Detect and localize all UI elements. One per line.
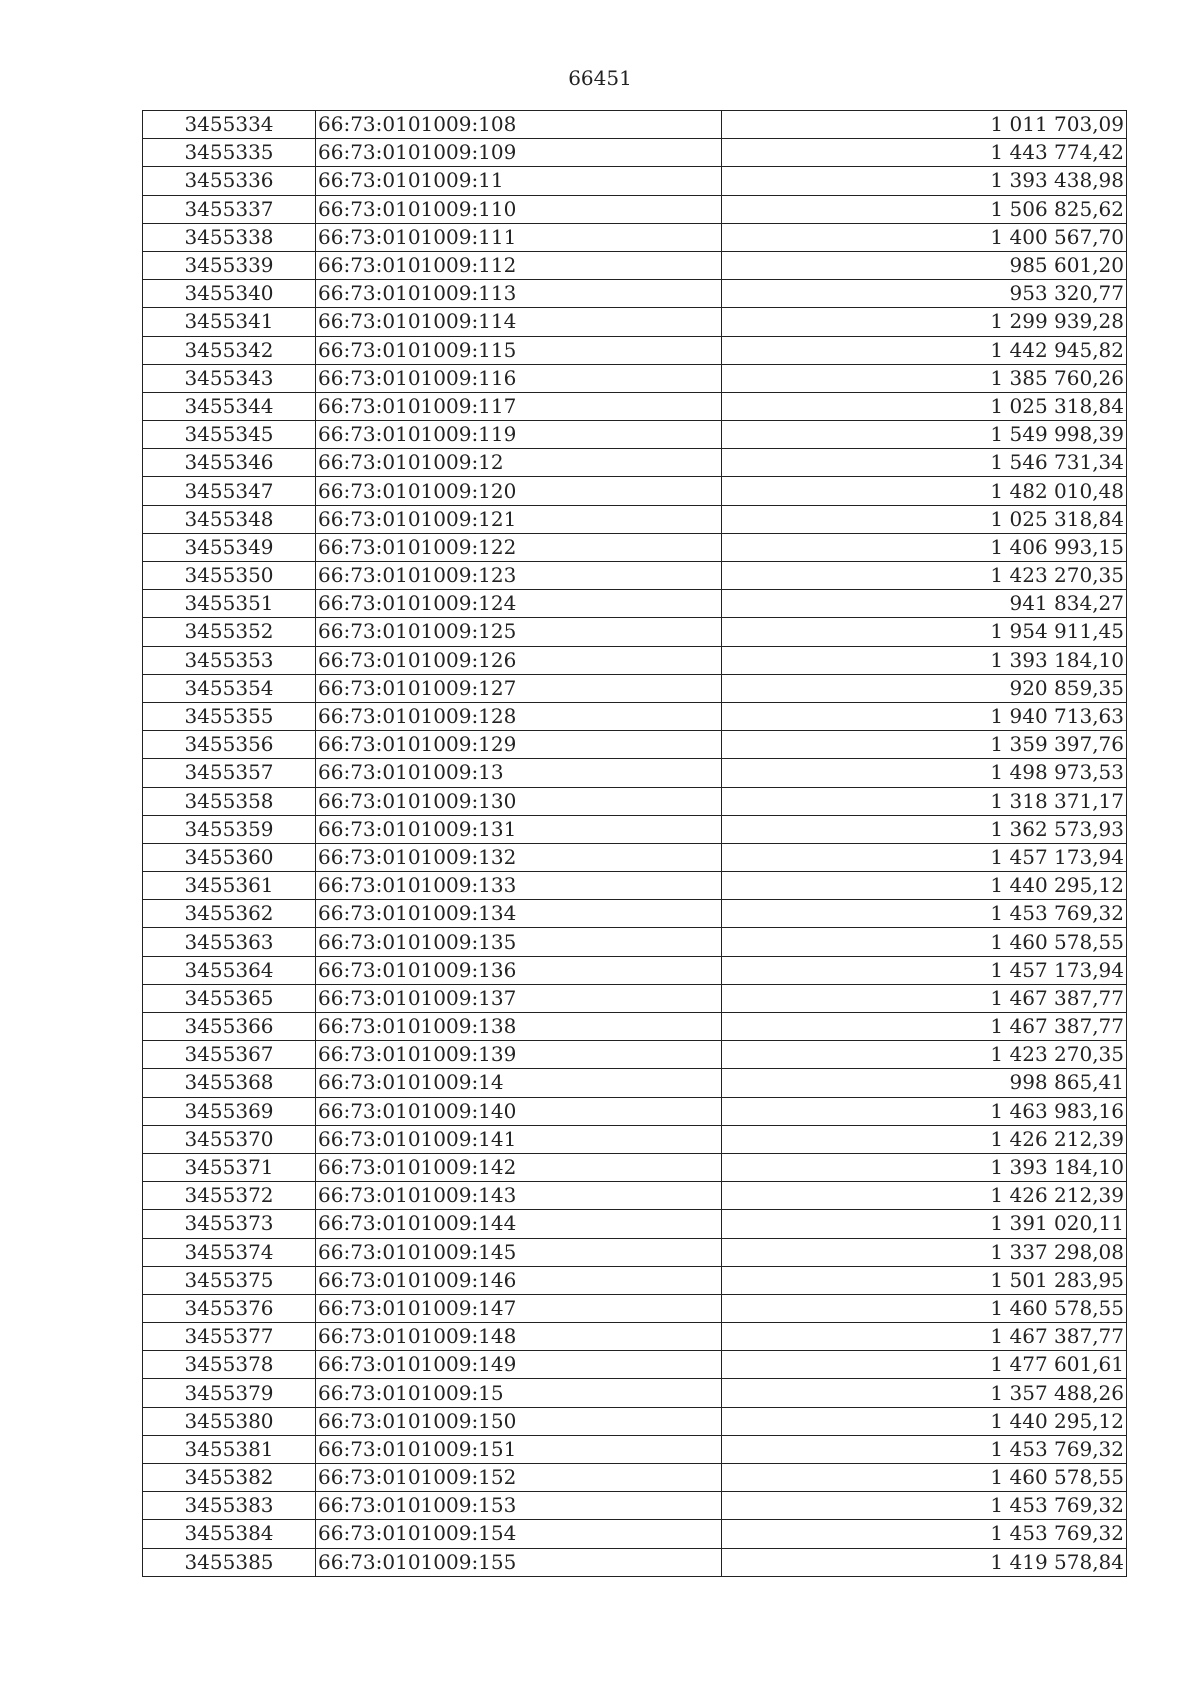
cadastral-value-cell: 1 362 573,93 [722, 815, 1127, 843]
cadastral-number-cell: 66:73:0101009:131 [316, 815, 722, 843]
cadastral-number-cell: 66:73:0101009:137 [316, 984, 722, 1012]
cadastral-value-cell: 1 426 212,39 [722, 1182, 1127, 1210]
cadastral-number-cell: 66:73:0101009:115 [316, 336, 722, 364]
cadastral-value-cell: 1 940 713,63 [722, 702, 1127, 730]
cadastral-value-cell: 1 460 578,55 [722, 928, 1127, 956]
cadastral-number-cell: 66:73:0101009:123 [316, 562, 722, 590]
cadastral-number-cell: 66:73:0101009:148 [316, 1323, 722, 1351]
record-id-cell: 3455354 [143, 674, 316, 702]
table-row [143, 1520, 1127, 1548]
cadastral-value-cell: 1 025 318,84 [722, 392, 1127, 420]
table-row [143, 1125, 1127, 1153]
record-id-cell: 3455385 [143, 1548, 316, 1576]
table-row [143, 449, 1127, 477]
cadastral-number-cell: 66:73:0101009:113 [316, 280, 722, 308]
record-id-cell: 3455340 [143, 280, 316, 308]
record-id-cell: 3455349 [143, 533, 316, 561]
cadastral-number-cell: 66:73:0101009:132 [316, 843, 722, 871]
cadastral-number-cell: 66:73:0101009:122 [316, 533, 722, 561]
cadastral-number-cell: 66:73:0101009:155 [316, 1548, 722, 1576]
record-id-cell: 3455350 [143, 562, 316, 590]
cadastral-value-cell: 1 440 295,12 [722, 872, 1127, 900]
cadastral-value-cell: 1 011 703,09 [722, 111, 1127, 139]
table-row [143, 336, 1127, 364]
cadastral-number-cell: 66:73:0101009:154 [316, 1520, 722, 1548]
cadastral-number-cell: 66:73:0101009:126 [316, 646, 722, 674]
record-id-cell: 3455370 [143, 1125, 316, 1153]
cadastral-number-cell: 66:73:0101009:141 [316, 1125, 722, 1153]
table-row [143, 562, 1127, 590]
cadastral-value-cell: 1 357 488,26 [722, 1379, 1127, 1407]
cadastral-value-cell: 985 601,20 [722, 251, 1127, 279]
cadastral-number-cell: 66:73:0101009:149 [316, 1351, 722, 1379]
cadastral-number-cell: 66:73:0101009:109 [316, 139, 722, 167]
cadastral-number-cell: 66:73:0101009:138 [316, 1013, 722, 1041]
record-id-cell: 3455372 [143, 1182, 316, 1210]
table-row [143, 1464, 1127, 1492]
table-row [143, 1351, 1127, 1379]
table-row [143, 1266, 1127, 1294]
table-row [143, 618, 1127, 646]
cadastral-value-cell: 941 834,27 [722, 590, 1127, 618]
table-row [143, 1013, 1127, 1041]
cadastral-number-cell: 66:73:0101009:142 [316, 1153, 722, 1181]
cadastral-value-cell: 1 506 825,62 [722, 195, 1127, 223]
cadastral-value-cell: 1 443 774,42 [722, 139, 1127, 167]
table-row [143, 984, 1127, 1012]
table-row [143, 674, 1127, 702]
cadastral-number-cell: 66:73:0101009:112 [316, 251, 722, 279]
record-id-cell: 3455378 [143, 1351, 316, 1379]
cadastral-value-cell: 1 501 283,95 [722, 1266, 1127, 1294]
cadastral-value-cell: 1 419 578,84 [722, 1548, 1127, 1576]
cadastral-number-cell: 66:73:0101009:108 [316, 111, 722, 139]
cadastral-number-cell: 66:73:0101009:152 [316, 1464, 722, 1492]
record-id-cell: 3455347 [143, 477, 316, 505]
table-row [143, 477, 1127, 505]
cadastral-number-cell: 66:73:0101009:14 [316, 1069, 722, 1097]
cadastral-number-cell: 66:73:0101009:129 [316, 731, 722, 759]
cadastral-value-cell: 1 393 438,98 [722, 167, 1127, 195]
record-id-cell: 3455345 [143, 421, 316, 449]
cadastral-value-cell: 1 359 397,76 [722, 731, 1127, 759]
table-row [143, 1238, 1127, 1266]
cadastral-value-cell: 1 467 387,77 [722, 1013, 1127, 1041]
cadastral-value-cell: 1 467 387,77 [722, 1323, 1127, 1351]
record-id-cell: 3455367 [143, 1041, 316, 1069]
table-row [143, 1323, 1127, 1351]
table-row [143, 139, 1127, 167]
record-id-cell: 3455356 [143, 731, 316, 759]
cadastral-value-cell: 1 457 173,94 [722, 956, 1127, 984]
record-id-cell: 3455361 [143, 872, 316, 900]
cadastral-value-cell: 1 385 760,26 [722, 364, 1127, 392]
cadastral-value-cell: 1 318 371,17 [722, 787, 1127, 815]
cadastral-number-cell: 66:73:0101009:139 [316, 1041, 722, 1069]
record-id-cell: 3455382 [143, 1464, 316, 1492]
table-row [143, 759, 1127, 787]
table-row [143, 223, 1127, 251]
record-id-cell: 3455383 [143, 1492, 316, 1520]
table-row [143, 1041, 1127, 1069]
record-id-cell: 3455369 [143, 1097, 316, 1125]
table-row [143, 731, 1127, 759]
table-row [143, 195, 1127, 223]
table-row [143, 900, 1127, 928]
cadastral-value-cell: 1 400 567,70 [722, 223, 1127, 251]
record-id-cell: 3455360 [143, 843, 316, 871]
record-id-cell: 3455346 [143, 449, 316, 477]
table-row [143, 1097, 1127, 1125]
cadastral-value-cell: 1 453 769,32 [722, 1492, 1127, 1520]
record-id-cell: 3455343 [143, 364, 316, 392]
cadastral-value-cell: 1 391 020,11 [722, 1210, 1127, 1238]
cadastral-value-cell: 1 426 212,39 [722, 1125, 1127, 1153]
record-id-cell: 3455380 [143, 1407, 316, 1435]
record-id-cell: 3455384 [143, 1520, 316, 1548]
cadastral-value-cell: 1 406 993,15 [722, 533, 1127, 561]
cadastral-value-cell: 1 337 298,08 [722, 1238, 1127, 1266]
record-id-cell: 3455371 [143, 1153, 316, 1181]
cadastral-number-cell: 66:73:0101009:130 [316, 787, 722, 815]
page-number: 66451 [568, 66, 632, 90]
cadastral-number-cell: 66:73:0101009:12 [316, 449, 722, 477]
table-row [143, 1435, 1127, 1463]
table-row [143, 1069, 1127, 1097]
cadastral-value-cell: 920 859,35 [722, 674, 1127, 702]
table-row [143, 1492, 1127, 1520]
cadastral-value-cell: 1 477 601,61 [722, 1351, 1127, 1379]
cadastral-number-cell: 66:73:0101009:133 [316, 872, 722, 900]
table-row [143, 111, 1127, 139]
record-id-cell: 3455364 [143, 956, 316, 984]
record-id-cell: 3455351 [143, 590, 316, 618]
record-id-cell: 3455362 [143, 900, 316, 928]
cadastral-number-cell: 66:73:0101009:15 [316, 1379, 722, 1407]
cadastral-value-cell: 1 549 998,39 [722, 421, 1127, 449]
cadastral-value-cell: 998 865,41 [722, 1069, 1127, 1097]
cadastral-number-cell: 66:73:0101009:11 [316, 167, 722, 195]
cadastral-value-cell: 1 393 184,10 [722, 1153, 1127, 1181]
cadastral-value-cell: 953 320,77 [722, 280, 1127, 308]
cadastral-number-cell: 66:73:0101009:125 [316, 618, 722, 646]
cadastral-value-cell: 1 457 173,94 [722, 843, 1127, 871]
record-id-cell: 3455334 [143, 111, 316, 139]
table-row [143, 787, 1127, 815]
cadastral-number-cell: 66:73:0101009:145 [316, 1238, 722, 1266]
table-row [143, 392, 1127, 420]
cadastral-number-cell: 66:73:0101009:121 [316, 505, 722, 533]
cadastral-number-cell: 66:73:0101009:127 [316, 674, 722, 702]
table-row [143, 956, 1127, 984]
cadastral-number-cell: 66:73:0101009:120 [316, 477, 722, 505]
cadastral-number-cell: 66:73:0101009:114 [316, 308, 722, 336]
record-id-cell: 3455342 [143, 336, 316, 364]
cadastral-number-cell: 66:73:0101009:111 [316, 223, 722, 251]
record-id-cell: 3455374 [143, 1238, 316, 1266]
cadastral-number-cell: 66:73:0101009:119 [316, 421, 722, 449]
cadastral-value-cell: 1 453 769,32 [722, 1435, 1127, 1463]
cadastral-number-cell: 66:73:0101009:116 [316, 364, 722, 392]
table-row [143, 1182, 1127, 1210]
cadastral-number-cell: 66:73:0101009:144 [316, 1210, 722, 1238]
record-id-cell: 3455339 [143, 251, 316, 279]
record-id-cell: 3455335 [143, 139, 316, 167]
record-id-cell: 3455337 [143, 195, 316, 223]
table-row [143, 421, 1127, 449]
cadastral-value-cell: 1 025 318,84 [722, 505, 1127, 533]
cadastral-number-cell: 66:73:0101009:153 [316, 1492, 722, 1520]
cadastral-value-cell: 1 498 973,53 [722, 759, 1127, 787]
cadastral-value-cell: 1 442 945,82 [722, 336, 1127, 364]
cadastral-number-cell: 66:73:0101009:151 [316, 1435, 722, 1463]
cadastral-value-table [142, 110, 1127, 1577]
cadastral-value-cell: 1 463 983,16 [722, 1097, 1127, 1125]
table-row [143, 928, 1127, 956]
record-id-cell: 3455368 [143, 1069, 316, 1097]
cadastral-number-cell: 66:73:0101009:150 [316, 1407, 722, 1435]
cadastral-value-cell: 1 453 769,32 [722, 1520, 1127, 1548]
cadastral-number-cell: 66:73:0101009:146 [316, 1266, 722, 1294]
table-row [143, 702, 1127, 730]
table-row [143, 1548, 1127, 1576]
cadastral-number-cell: 66:73:0101009:147 [316, 1294, 722, 1322]
table-row [143, 843, 1127, 871]
cadastral-number-cell: 66:73:0101009:128 [316, 702, 722, 730]
cadastral-value-cell: 1 423 270,35 [722, 1041, 1127, 1069]
table-row [143, 1294, 1127, 1322]
cadastral-value-cell: 1 423 270,35 [722, 562, 1127, 590]
record-id-cell: 3455353 [143, 646, 316, 674]
cadastral-number-cell: 66:73:0101009:135 [316, 928, 722, 956]
table-row [143, 280, 1127, 308]
cadastral-number-cell: 66:73:0101009:117 [316, 392, 722, 420]
cadastral-number-cell: 66:73:0101009:143 [316, 1182, 722, 1210]
record-id-cell: 3455375 [143, 1266, 316, 1294]
cadastral-value-cell: 1 460 578,55 [722, 1464, 1127, 1492]
record-id-cell: 3455344 [143, 392, 316, 420]
cadastral-value-cell: 1 453 769,32 [722, 900, 1127, 928]
record-id-cell: 3455377 [143, 1323, 316, 1351]
table-row [143, 308, 1127, 336]
record-id-cell: 3455355 [143, 702, 316, 730]
table-row [143, 1379, 1127, 1407]
record-id-cell: 3455352 [143, 618, 316, 646]
cadastral-table-container [142, 110, 1126, 1577]
table-row [143, 505, 1127, 533]
record-id-cell: 3455336 [143, 167, 316, 195]
table-body [143, 111, 1127, 1577]
cadastral-value-cell: 1 467 387,77 [722, 984, 1127, 1012]
record-id-cell: 3455379 [143, 1379, 316, 1407]
table-row [143, 251, 1127, 279]
record-id-cell: 3455363 [143, 928, 316, 956]
cadastral-number-cell: 66:73:0101009:13 [316, 759, 722, 787]
table-row [143, 1210, 1127, 1238]
record-id-cell: 3455373 [143, 1210, 316, 1238]
record-id-cell: 3455376 [143, 1294, 316, 1322]
table-row [143, 364, 1127, 392]
cadastral-number-cell: 66:73:0101009:136 [316, 956, 722, 984]
record-id-cell: 3455381 [143, 1435, 316, 1463]
record-id-cell: 3455365 [143, 984, 316, 1012]
cadastral-value-cell: 1 393 184,10 [722, 646, 1127, 674]
table-row [143, 167, 1127, 195]
table-row [143, 533, 1127, 561]
cadastral-value-cell: 1 460 578,55 [722, 1294, 1127, 1322]
cadastral-number-cell: 66:73:0101009:134 [316, 900, 722, 928]
table-row [143, 1153, 1127, 1181]
table-row [143, 872, 1127, 900]
cadastral-value-cell: 1 954 911,45 [722, 618, 1127, 646]
cadastral-number-cell: 66:73:0101009:110 [316, 195, 722, 223]
table-row [143, 646, 1127, 674]
cadastral-value-cell: 1 546 731,34 [722, 449, 1127, 477]
record-id-cell: 3455338 [143, 223, 316, 251]
record-id-cell: 3455358 [143, 787, 316, 815]
cadastral-value-cell: 1 482 010,48 [722, 477, 1127, 505]
record-id-cell: 3455359 [143, 815, 316, 843]
cadastral-number-cell: 66:73:0101009:140 [316, 1097, 722, 1125]
record-id-cell: 3455366 [143, 1013, 316, 1041]
table-row [143, 815, 1127, 843]
table-row [143, 590, 1127, 618]
record-id-cell: 3455348 [143, 505, 316, 533]
cadastral-value-cell: 1 440 295,12 [722, 1407, 1127, 1435]
cadastral-value-cell: 1 299 939,28 [722, 308, 1127, 336]
cadastral-number-cell: 66:73:0101009:124 [316, 590, 722, 618]
record-id-cell: 3455341 [143, 308, 316, 336]
record-id-cell: 3455357 [143, 759, 316, 787]
table-row [143, 1407, 1127, 1435]
